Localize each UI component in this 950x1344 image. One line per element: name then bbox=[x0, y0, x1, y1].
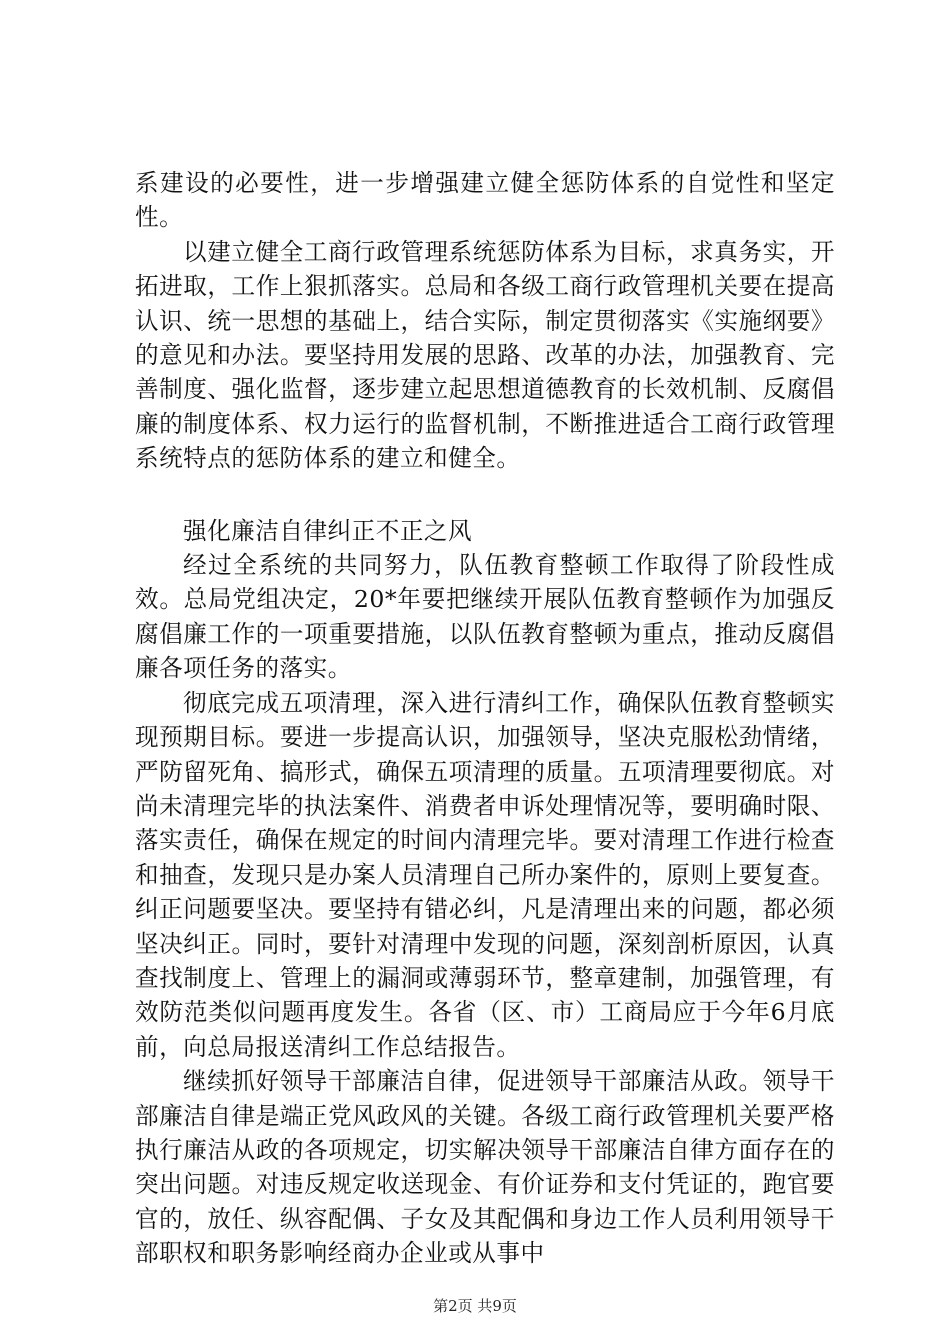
section-heading: 强化廉洁自律纠正不正之风 bbox=[183, 516, 473, 545]
document-body bbox=[135, 166, 835, 1271]
paragraph-continuation: 系建设的必要性，进一步增强建立健全惩防体系的自觉性和坚定性。 bbox=[135, 169, 835, 232]
paragraph-five-cleanups: 彻底完成五项清理，深入进行清纠工作，确保队伍教育整顿实现预期目标。要进一步提高认识，加强领导，坚决克服松劲情绪，严防留死角、搞形式，确保五项清理的质量。五项清理要彻底。对尚未清理完毕的执法案件、消费者申诉处理情况等，要明确时限、落实责任，确保在规定的时间内清理完毕。要对清理工作进行检查和抽查，发现只是办案人员清理自己所办案件的，原则上要复查。纠正问题要坚决。要坚持有错必纠，凡是清理出来的问题，都必须坚决纠正。同时，要针对清理中发现的问题，深刻剖析原因，认真查找制度上、管理上的漏洞或薄弱环节，整章建制，加强管理，有效防范类似问题再度发生。各省（区、市）工商局应于今年6月底前，向总局报送清纠工作总结报告。 bbox=[135, 688, 835, 1061]
paragraph-team-rectification: 经过全系统的共同努力，队伍教育整顿工作取得了阶段性成效。总局党组决定，20*年要把继续开展队伍教育整顿作为加强反腐倡廉工作的一项重要措施，以队伍教育整顿为重点，推动反腐倡廉各项任务的落实。 bbox=[135, 551, 835, 683]
paragraph-system-goal: 以建立健全工商行政管理系统惩防体系为目标，求真务实，开拓进取，工作上狠抓落实。总局和各级工商行政管理机关要在提高认识、统一思想的基础上，结合实际，制定贯彻落实《实施纲要》的意见和办法。要坚持用发展的思路、改革的办法，加强教育、完善制度、强化监督，逐步建立起思想道德教育的长效机制、反腐倡廉的制度体系、权力运行的监督机制，不断推进适合工商行政管理系统特点的惩防体系的建立和健全。 bbox=[135, 237, 835, 473]
page-number-footer: 第2页 共9页 bbox=[433, 1297, 517, 1315]
paragraph-leader-self-discipline: 继续抓好领导干部廉洁自律，促进领导干部廉洁从政。领导干部廉洁自律是端正党风政风的关键。各级工商行政管理机关要严格执行廉洁从政的各项规定，切实解决领导干部廉洁自律方面存在的突出问题。对违反规定收送现金、有价证券和支付凭证的，跑官要官的，放任、纵容配偶、子女及其配偶和身边工作人员利用领导干部职权和职务影响经商办企业或从事中 bbox=[135, 1067, 835, 1268]
